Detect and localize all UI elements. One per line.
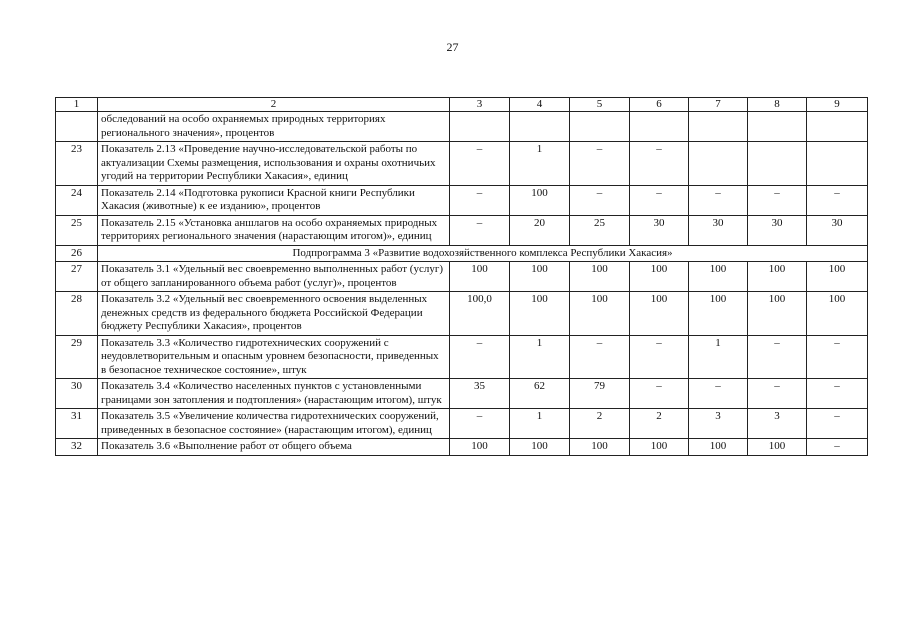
row-number: 32: [56, 439, 98, 456]
value-cell: 3: [689, 409, 748, 439]
value-cell: 100: [570, 439, 630, 456]
value-cell: –: [570, 142, 630, 186]
value-cell: 100: [748, 292, 807, 336]
row-number: 26: [56, 245, 98, 262]
value-cell: –: [450, 215, 510, 245]
header-cell: 1: [56, 98, 98, 112]
value-cell: –: [570, 185, 630, 215]
table-row: [56, 379, 868, 409]
value-cell: 35: [450, 379, 510, 409]
value-cell: 100: [748, 439, 807, 456]
value-cell: 100: [689, 439, 748, 456]
row-number: 30: [56, 379, 98, 409]
value-cell: 3: [748, 409, 807, 439]
value-cell: 30: [807, 215, 868, 245]
header-cell: 3: [450, 98, 510, 112]
indicator-description: Показатель 2.13 «Проведение научно-исследовательской работы по актуализации Схемы размещения, использования и охраны охотничьих угодий на территории Республики Хакасия», единиц: [98, 142, 450, 186]
value-cell: [450, 112, 510, 142]
value-cell: 100: [807, 292, 868, 336]
value-cell: –: [450, 409, 510, 439]
value-cell: 25: [570, 215, 630, 245]
header-cell: 4: [510, 98, 570, 112]
value-cell: –: [450, 335, 510, 379]
indicator-description: Показатель 3.3 «Количество гидротехнических сооружений с неудовлетворительным и опасным уровнем безопасности, приведенных в безопасное техническое состояние», штук: [98, 335, 450, 379]
row-number: 29: [56, 335, 98, 379]
header-cell: 7: [689, 98, 748, 112]
indicator-description: Показатель 3.1 «Удельный вес своевременно выполненных работ (услуг) от общего запланированного объема работ (услуг)», процентов: [98, 262, 450, 292]
table-row: [56, 215, 868, 245]
value-cell: –: [748, 185, 807, 215]
value-cell: 100: [748, 262, 807, 292]
value-cell: 30: [748, 215, 807, 245]
value-cell: 2: [570, 409, 630, 439]
table-header-row: [56, 98, 868, 112]
header-cell: 9: [807, 98, 868, 112]
value-cell: –: [807, 335, 868, 379]
value-cell: –: [807, 439, 868, 456]
row-number: 28: [56, 292, 98, 336]
indicator-description: Показатель 2.14 «Подготовка рукописи Красной книги Республики Хакасия (животные) к ее изданию», процентов: [98, 185, 450, 215]
value-cell: 100: [510, 262, 570, 292]
value-cell: –: [689, 185, 748, 215]
value-cell: 100: [450, 262, 510, 292]
value-cell: –: [748, 379, 807, 409]
value-cell: –: [807, 379, 868, 409]
header-cell: 2: [98, 98, 450, 112]
row-number: 24: [56, 185, 98, 215]
table-row: [56, 292, 868, 336]
value-cell: –: [450, 142, 510, 186]
value-cell: 100,0: [450, 292, 510, 336]
value-cell: –: [630, 335, 689, 379]
value-cell: 100: [807, 262, 868, 292]
value-cell: 20: [510, 215, 570, 245]
value-cell: 30: [689, 215, 748, 245]
value-cell: 100: [510, 292, 570, 336]
value-cell: 2: [630, 409, 689, 439]
row-number: 31: [56, 409, 98, 439]
value-cell: 100: [450, 439, 510, 456]
value-cell: 100: [570, 262, 630, 292]
value-cell: –: [748, 335, 807, 379]
value-cell: [689, 142, 748, 186]
value-cell: –: [807, 409, 868, 439]
table-row: [56, 409, 868, 439]
table-row: [56, 185, 868, 215]
value-cell: 100: [689, 262, 748, 292]
value-cell: 100: [630, 262, 689, 292]
table-row: [56, 335, 868, 379]
value-cell: 1: [510, 335, 570, 379]
value-cell: [807, 142, 868, 186]
value-cell: 100: [510, 185, 570, 215]
value-cell: –: [630, 185, 689, 215]
value-cell: 62: [510, 379, 570, 409]
value-cell: –: [689, 379, 748, 409]
subprogram-title: Подпрограмма 3 «Развитие водохозяйственного комплекса Республики Хакасия»: [98, 245, 868, 262]
value-cell: 30: [630, 215, 689, 245]
value-cell: [748, 142, 807, 186]
value-cell: [807, 112, 868, 142]
row-number: 27: [56, 262, 98, 292]
indicator-description: Показатель 2.15 «Установка аншлагов на особо охраняемых природных территориях регионального значения (нарастающим итогом)», единиц: [98, 215, 450, 245]
indicator-description: Показатель 3.2 «Удельный вес своевременного освоения выделенных денежных средств из федерального бюджета Российской Федерации бюджету Республики Хакасия», процентов: [98, 292, 450, 336]
value-cell: –: [450, 185, 510, 215]
indicator-description: Показатель 3.4 «Количество населенных пунктов с установленными границами зон затопления и подтопления» (нарастающим итогом), штук: [98, 379, 450, 409]
page-number: 27: [446, 40, 459, 54]
value-cell: 100: [570, 292, 630, 336]
value-cell: 100: [510, 439, 570, 456]
value-cell: [689, 112, 748, 142]
value-cell: 100: [630, 439, 689, 456]
table-row: [56, 262, 868, 292]
value-cell: [570, 112, 630, 142]
value-cell: 79: [570, 379, 630, 409]
value-cell: 1: [510, 409, 570, 439]
table-row: [56, 439, 868, 456]
indicator-description: обследований на особо охраняемых природных территориях регионального значения», процентов: [98, 112, 450, 142]
value-cell: 100: [689, 292, 748, 336]
table-row: [56, 142, 868, 186]
value-cell: 1: [510, 142, 570, 186]
value-cell: –: [807, 185, 868, 215]
value-cell: 1: [689, 335, 748, 379]
value-cell: [630, 112, 689, 142]
row-number: 25: [56, 215, 98, 245]
header-cell: 8: [748, 98, 807, 112]
row-number: 23: [56, 142, 98, 186]
header-cell: 5: [570, 98, 630, 112]
value-cell: 100: [630, 292, 689, 336]
table-row: [56, 112, 868, 142]
indicator-table: [55, 97, 868, 456]
value-cell: –: [630, 142, 689, 186]
value-cell: –: [570, 335, 630, 379]
indicator-description: Показатель 3.5 «Увеличение количества гидротехнических сооружений, приведенных в безопасное состояние» (нарастающим итогом), единиц: [98, 409, 450, 439]
header-cell: 6: [630, 98, 689, 112]
value-cell: –: [630, 379, 689, 409]
value-cell: [748, 112, 807, 142]
value-cell: [510, 112, 570, 142]
table-row: [56, 245, 868, 262]
indicator-description: Показатель 3.6 «Выполнение работ от общего объема: [98, 439, 450, 456]
row-number: [56, 112, 98, 142]
